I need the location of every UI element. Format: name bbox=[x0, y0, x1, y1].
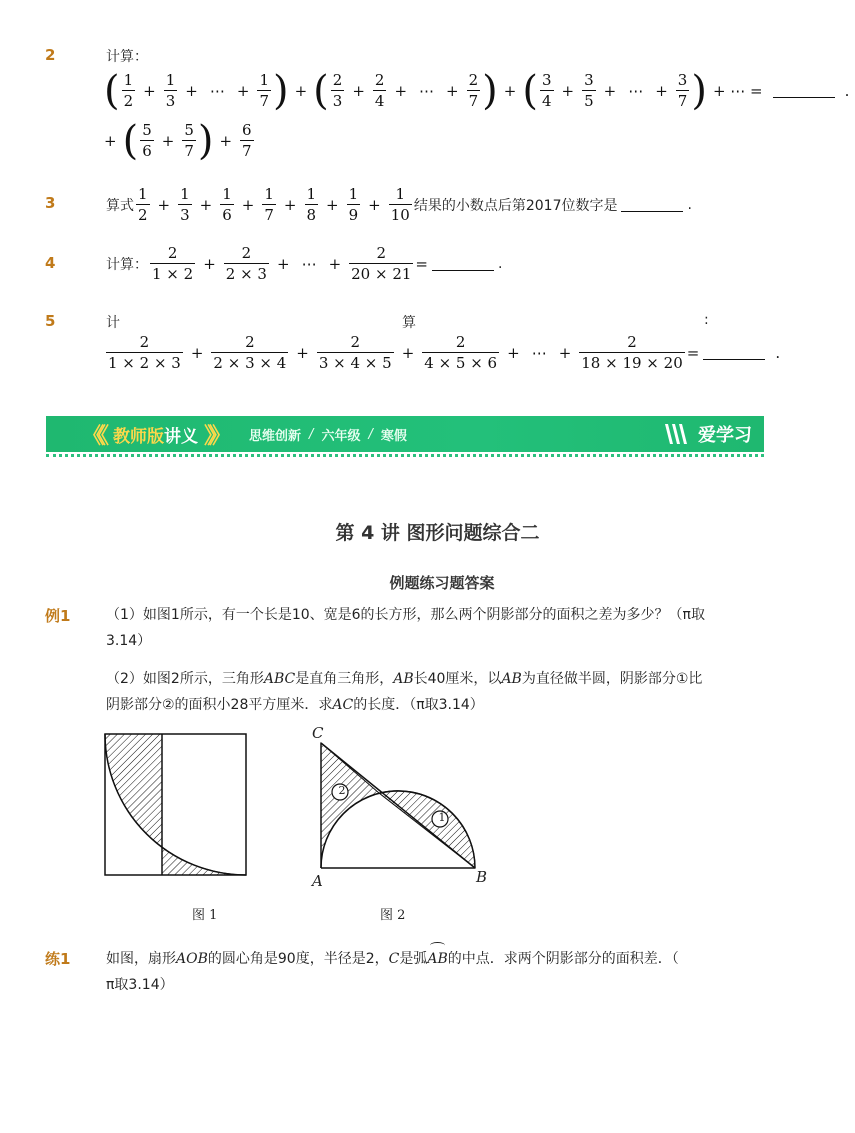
banner-divider bbox=[46, 454, 764, 457]
section-subtitle: 例题练习题答案 bbox=[389, 574, 495, 592]
figure-1-caption: 图 1 bbox=[192, 908, 218, 923]
question-number-3: 3 bbox=[45, 194, 56, 212]
fraction: $\frac{2}{4 \times 5 \times 6}$ bbox=[424, 333, 498, 372]
breadcrumb-item: 寒假 bbox=[380, 428, 407, 444]
chevron-left-icon: 《《 bbox=[82, 423, 104, 449]
chevron-right-icon: 》》 bbox=[204, 423, 226, 449]
right-paren: ) bbox=[691, 67, 707, 114]
question-number-2: 2 bbox=[45, 46, 56, 64]
fraction: $\frac{2}{3}$ bbox=[332, 71, 343, 110]
fraction: $\frac{2}{4}$ bbox=[374, 71, 385, 110]
right-paren: ) bbox=[272, 67, 289, 114]
fraction: $\frac{2}{1 \times 2 \times 3}$ bbox=[108, 333, 181, 372]
fraction: $\frac{1}{2}$ bbox=[138, 185, 148, 224]
q5-expression: $\frac{2}{1 \times 2 \times 3}$ + $\frac{2}{2 \times 3 \times 4}$ + $\frac{2}{3 \times 4 \times 5}$ + $\frac{2}{4 \times 5 \times 6}$ + ⋯ + $\frac{2}{18 \times 19 \times 20}$ = . bbox=[108, 333, 781, 372]
brand-logo-icon bbox=[662, 422, 692, 446]
right-paren: ) bbox=[482, 67, 498, 114]
right-paren: ) bbox=[197, 117, 214, 164]
q4-label: 计算： bbox=[106, 256, 148, 273]
left-paren: ( bbox=[104, 67, 120, 114]
fraction: $\frac{1}{2}$ bbox=[123, 71, 134, 110]
q3-prefix: 算式 bbox=[106, 197, 134, 214]
answer-blank[interactable] bbox=[773, 83, 835, 98]
fraction: $\frac{1}{3}$ bbox=[165, 71, 176, 110]
region-2-label: 2 bbox=[338, 784, 346, 797]
fraction: $\frac{2}{20 \times 21}$ bbox=[351, 244, 412, 283]
fraction: $\frac{3}{4}$ bbox=[541, 71, 552, 110]
q3-suffix: 结果的小数点后第2017位数字是 bbox=[413, 197, 618, 214]
figure-1 bbox=[100, 730, 255, 880]
q2-expression-row2: + ( $\frac{5}{6}$ + $\frac{5}{7}$ ) + $\frac{6}{7}$ bbox=[104, 117, 252, 164]
fraction: $\frac{1}{9}$ bbox=[348, 185, 359, 224]
example-label: 例1 bbox=[45, 607, 71, 625]
left-paren: ( bbox=[122, 117, 139, 164]
left-paren: ( bbox=[522, 67, 538, 114]
example1-part1: （1）如图1所示，有一个长是10、宽是6的长方形，那么两个阴影部分的面积之差为多少？（π取 3.14） bbox=[106, 607, 705, 649]
vertex-b-label: B bbox=[476, 868, 488, 886]
answer-blank[interactable] bbox=[703, 345, 765, 360]
fraction: $\frac{1}{6}$ bbox=[222, 185, 232, 224]
q3-expression: 算式 $\frac{1}{2}$ + $\frac{1}{3}$ + $\frac{1}{6}$ + $\frac{1}{7}$ + $\frac{1}{8}$ + $\frac{1}{9}$ + $\frac{1}{10}$ 结果的小数点后第2017位数字是 . bbox=[106, 185, 692, 224]
fraction: $\frac{3}{7}$ bbox=[677, 71, 688, 110]
lesson-title: 第 4 讲 图形问题综合二 bbox=[335, 522, 540, 544]
fraction: $\frac{1}{3}$ bbox=[180, 185, 190, 224]
fraction: $\frac{1}{7}$ bbox=[264, 185, 274, 224]
fraction: $\frac{2}{1 \times 2}$ bbox=[152, 244, 194, 283]
answer-blank[interactable] bbox=[432, 256, 494, 271]
fraction: $\frac{1}{8}$ bbox=[306, 185, 317, 224]
fraction: $\frac{2}{18 \times 19 \times 20}$ bbox=[581, 333, 683, 372]
brand-name: 爱学习 bbox=[698, 425, 752, 446]
left-paren: ( bbox=[313, 67, 329, 114]
fraction: $\frac{2}{7}$ bbox=[468, 71, 479, 110]
q2-expression-row1: ( $\frac{1}{2}$ + $\frac{1}{3}$ + ⋯ + $\frac{1}{7}$ ) + ( $\frac{2}{3}$ + $\frac{2}{4}$ + ⋯ + $\frac{2}{7}$ ) + ( $\frac{3}{4}$ + $\frac{3}{5}$ + ⋯ + $\frac{3}{7}$ ) + ⋯ = . bbox=[104, 67, 850, 114]
q5-colon: : bbox=[704, 312, 709, 328]
header-banner: 《《 教师版 讲义 》》 思维创新 / 六年级 / 寒假 爱学习 bbox=[46, 416, 764, 452]
practice-label: 练1 bbox=[45, 950, 71, 968]
fraction: $\frac{6}{7}$ bbox=[242, 121, 252, 160]
breadcrumb-item: 思维创新 bbox=[249, 428, 302, 444]
question-number-4: 4 bbox=[45, 254, 56, 272]
example1-part2: （2）如图2所示，三角形ABC是直角三角形，AB长40厘米，以AB为直径做半圆，阴影部分①比 阴影部分②的面积小28平方厘米．求AC的长度．（π取3.14） bbox=[106, 671, 703, 713]
q5-word-2: 算 bbox=[402, 315, 416, 331]
vertex-a-label: A bbox=[312, 872, 323, 890]
q4-expression: 计算： $\frac{2}{1 \times 2}$ + $\frac{2}{2 \times 3}$ + ⋯ + $\frac{2}{20 \times 21}$ = . bbox=[106, 244, 503, 283]
vertex-c-label: C bbox=[312, 724, 324, 742]
region-1-label: 1 bbox=[438, 811, 446, 824]
fraction: $\frac{1}{10}$ bbox=[390, 185, 410, 224]
practice1-text: 如图，扇形AOB的圆心角是90度，半径是2，C是弧 AB的中点．求两个阴影部分的面积差．（ π取3.14） bbox=[106, 946, 756, 998]
breadcrumb-item: 六年级 bbox=[321, 428, 361, 444]
fraction: $\frac{5}{6}$ bbox=[142, 121, 152, 160]
question-number-5: 5 bbox=[45, 312, 56, 330]
fraction: $\frac{2}{2 \times 3 \times 4}$ bbox=[213, 333, 287, 372]
fraction: $\frac{2}{2 \times 3}$ bbox=[225, 244, 267, 283]
fraction: $\frac{1}{7}$ bbox=[259, 71, 269, 110]
fraction: $\frac{3}{5}$ bbox=[584, 71, 594, 110]
figure-2-caption: 图 2 bbox=[380, 908, 406, 923]
answer-blank[interactable] bbox=[621, 197, 683, 212]
fraction: $\frac{5}{7}$ bbox=[184, 121, 194, 160]
banner-title-notes: 讲义 bbox=[164, 426, 199, 447]
q2-label: 计算： bbox=[106, 49, 148, 65]
banner-title-teacher: 教师版 bbox=[113, 426, 165, 447]
figure-2 bbox=[308, 725, 498, 895]
q5-word-1: 计 bbox=[106, 315, 120, 331]
fraction: $\frac{2}{3 \times 4 \times 5}$ bbox=[318, 333, 392, 372]
